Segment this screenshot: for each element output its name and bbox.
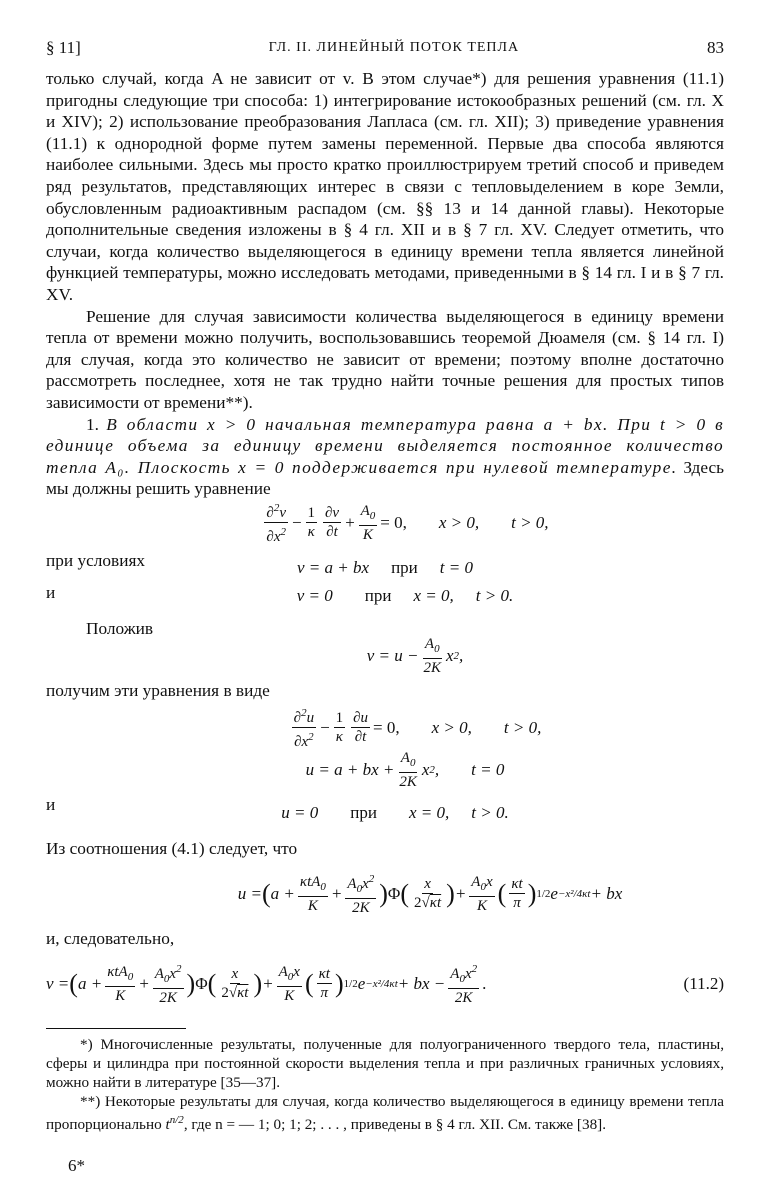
page bbox=[46, 38, 724, 1176]
footnote-rule bbox=[46, 1028, 186, 1029]
section-ref: § 11] bbox=[46, 38, 81, 57]
solution-v: v = ( a + $\frac{\kappa tA_0}{K}$ + $\frac{A_0x^2}{2K}$ ) Φ ( $\frac{x}{2√\kappa t}$ ) + $\frac{A_0x}{K}$ ( $\frac{\kappa t}{\pi}$ ) 1/2 e −x²/4κt + bx − $\frac{A_0x^2}{2K}$ . (11.2) bbox=[46, 963, 724, 1007]
text-and-2: и bbox=[46, 794, 56, 814]
footnote-2: **) Некоторые результаты для случая, когда количество выделяющегося в единицу времени тепла пропорционально $t^{n/2}$, где n = — 1; 0; 1; 2; . . . , приведены в § 4 гл. XII. См. также [38]. bbox=[46, 1092, 724, 1133]
text-get-form: получим эти уравнения в виде bbox=[46, 680, 270, 700]
paragraph-3 bbox=[46, 414, 724, 500]
paragraph-2: Решение для случая зависимости количества выделяющегося в единицу времени тепла от времени можно получить, воспользовавшись теоремой Дюамеля (см. § 14 гл. I) для случая, когда это количество не зависит от времени; поэтому вполне достаточно рассмотреть последнее, хотя не так трудно найти точные решения для простых типов зависимости от времени**). bbox=[46, 306, 724, 412]
paragraph-3-tail: Здесь мы должны решить уравнение bbox=[46, 457, 724, 499]
heat-equation: $\frac{\partial^2v}{\partial x^2}$ − $\frac{1}{\kappa}$ $\frac{\partial v}{\partial t}$ + $\frac{A_0}{K}$ = 0, x > 0, t > 0, bbox=[266, 502, 549, 546]
text-conditions: при условиях bbox=[46, 550, 146, 570]
text-consequently: и, следовательно, bbox=[46, 928, 175, 948]
text-letting: Положив bbox=[86, 618, 154, 638]
problem-statement: В области x > 0 начальная температура равна a + bx. При t > 0 в единице объема за единицу времени выделяется постоянное количество тепла A₀. Плоскость x = 0 поддерживается при нулевой температуре. bbox=[46, 414, 725, 477]
transformed-initial-condition: u = a + bx + $\frac{A_0}{2K}$ x 2 , t = 0 bbox=[305, 749, 505, 790]
running-header bbox=[46, 38, 724, 68]
item-number: 1. bbox=[86, 414, 99, 434]
signature-mark: 6* bbox=[68, 1155, 85, 1175]
text-and-1: и bbox=[46, 582, 56, 602]
boundary-condition: v = 0 при x = 0, t > 0. bbox=[296, 585, 514, 605]
footnote-1: *) Многочисленные результаты, полученные для полуограниченного твердого тела, пластины, сферы и цилиндра при постоянной скорости выделения тепла и при различных граничных условиях, можно найти в литературе [35—37]. bbox=[46, 1035, 724, 1091]
time-power: $t^{n/2}$ bbox=[165, 1113, 184, 1133]
substitution: v = u − $\frac{A_0}{2K}$ x 2 , bbox=[366, 635, 464, 676]
chapter-title: ГЛ. II. ЛИНЕЙНЫЙ ПОТОК ТЕПЛА bbox=[268, 40, 520, 55]
initial-condition: v = a + bx при t = 0 bbox=[297, 557, 473, 577]
homogeneous-equation: $\frac{\partial^2u}{\partial x^2}$ − $\frac{1}{\kappa}$ $\frac{\partial u}{\partial t}$ = 0, x > 0, t > 0, bbox=[293, 707, 542, 751]
paragraph-1: только случай, когда A не зависит от v. В этом случае*) для решения уравнения (11.1) пригодны следующие три способа: 1) интегрирование истокообразных решений (см. гл. X и XIV); 2) использование преобразования Лапласа (см. гл. XII); 3) приведение уравнения (11.1) к однородной форме путем замены переменной. Первые два способа являются наиболее сильными. Здесь мы просто кратко проиллюстрируем третий способ и приведем ряд результатов, представляющих интерес в связи с тепловыделением в коре Земли, обусловленным радиоактивным распадом (см. §§ 13 и 14 данной главы). Некоторые дополнительные сведения изложены в § 4 гл. XII и в § 7 гл. XV. Следует отметить, что случаи, когда количество выделяющегося в единицу времени тепла является линейной функцией температуры, можно исследовать методами, приведенными в § 14 гл. I и в § 7 гл. XV. bbox=[46, 69, 724, 304]
equation-label: (11.2) bbox=[683, 973, 724, 993]
page-number: 83 bbox=[707, 38, 724, 57]
transformed-boundary-condition: u = 0 при x = 0, t > 0. bbox=[281, 802, 509, 822]
text-from-relation: Из соотношения (4.1) следует, что bbox=[46, 838, 298, 858]
solution-u: u = ( a + $\frac{\kappa tA_0}{K}$ + $\frac{A_0x^2}{2K}$ ) Φ ( $\frac{x}{2√\kappa t}$ ) + $\frac{A_0x}{K}$ ( $\frac{\kappa t}{\pi}$ ) 1/2 e −x²/4κt + bx bbox=[237, 873, 623, 917]
